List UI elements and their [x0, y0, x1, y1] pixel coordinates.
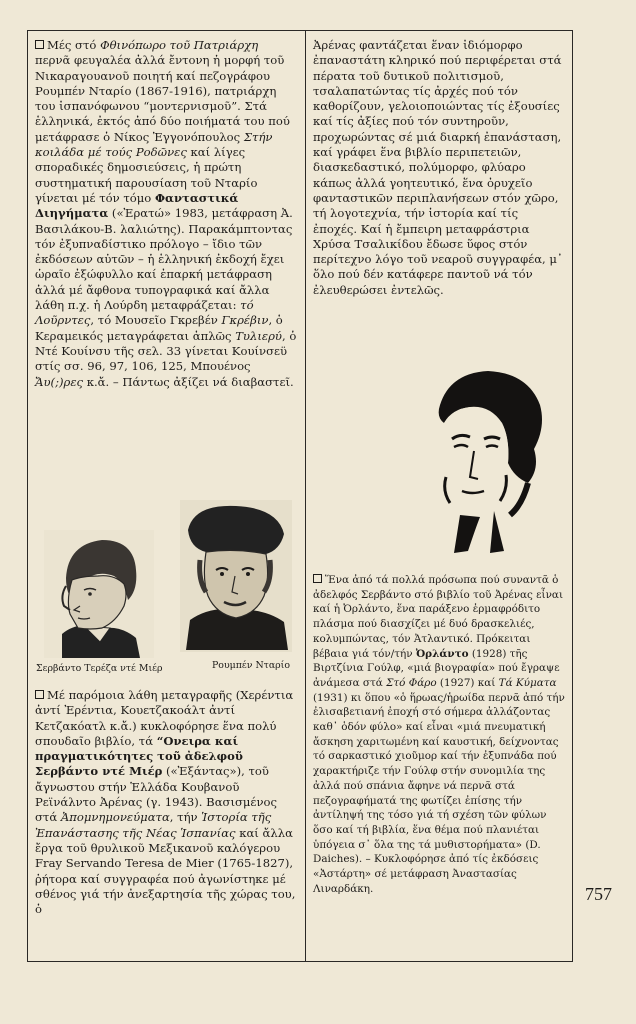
text-run: κ.ἄ. – Πάντως ἀξίζει νά διαβαστεῖ. — [83, 374, 294, 389]
italic-run: Ἱστορία τῆς Ἐπανάστασης τῆς Νέας Ἱσπανίας — [35, 810, 272, 840]
book-title-bold: Ὀρλάντο — [415, 647, 469, 660]
text-run: (1931) κι ὅπου «ὁ ἥρωας/ἡρωίδα περνᾶ ἀπό τήν ἐλισαβετιανή ἐποχή στό σήμερα ἀλλάζοντας καθ᾽ ὁδόν φύλο» καί εἶναι «μιά πνευματική ἄσκηση χαριτωμένη καί καυστική, δείχνοντας τό σαρκαστικό χιοῦμορ καί τήν ἐξυπνάδα πού χαρακτήριζε τήν Γούλφ στήν συνομιλία της ἀλλά πού σπάνια ἄφηνε νά περνᾶ στά πεζογραφήματά της φωτίζει ἐπίσης τήν ἀντίληψή της τόσο γιά τή σχέση τῶν φύλων ὅσο καί τή βιβλία, ἕνα θέμα πού πλανιέται ὑπόγεια σ᾽ ὅλα της τά μυθιστορήματα» (D. Daiches). – Κυκλοφόρησε ἀπό τίς ἐκδόσεις «Ἀστάρτη» σέ μετάφραση Ἀναστασίας Λιναρδάκη. — [313, 691, 565, 895]
text-run: Μές στό — [47, 38, 101, 52]
italic-run: Γκρέβιν — [221, 313, 269, 328]
review-woolf — [313, 573, 565, 896]
text-run: («Ἐρατώ» 1983, μετάφραση Ἀ. Βασιλάκου-Β. λαλιώτης). Παρακάμπτοντας τόν ἐξυπναδίστικο πρόλογο – ἴδιο τῶν ἐκδόσεων αὐτῶν – ἡ ἑλληνική ἐκδοχή ἔχει ὡραῖο ἐξώφυλλο καί ἐπαρκή μετάφραση ἀλλά μέ ἄφθονα τυπογραφικά καί ἄλλα λάθη π.χ. ἡ Λούρδη μεταφράζεται: — [35, 206, 293, 313]
dario-portrait-image — [180, 500, 292, 652]
text-run: καί λίγες σποραδικές δημοσιεύσεις, ἡ πρώτη συστηματική παρουσίαση τοῦ Νταρίο γίνεται μέ τόν τόμο — [35, 145, 258, 205]
caption-servando: Σερβάντο Τερέζα ντέ Μιέρ — [36, 663, 163, 674]
italic-run: Τυλιερύ — [235, 328, 282, 343]
review-woolf-text — [313, 573, 565, 896]
text-run: , ὁ Ντέ Κουίνσυ τῆς σελ. 33 γίνεται Κουίνσεϋ στίς σσ. 96, 97, 106, 125, Μπουένος — [35, 328, 297, 374]
text-run: Ἕνα ἀπό τά πολλά πρόσωπα πού συναντᾶ ὁ ἀδελφός Σερβάντο στό βιβλίο τοῦ Ἀρένας εἶναι καί ἡ Ὀρλάντο, ἕνα παράξενο ἑρμαφρόδιτο πλάσμα πού διασχίζει μέ δυό δρασκελιές, κολυμπώντας, τόν Ἀτλαντικό. Πρόκειται βέβαια γιά τόν/τήν — [313, 574, 564, 660]
italic-run: Ἀπομνημονεύματα — [60, 810, 170, 825]
page-number: 757 — [585, 884, 612, 904]
italic-run: τό Λοῦρντες — [35, 298, 254, 328]
text-run: («Ἐξάντας»), τοῦ ἄγνωστου στήν Ἑλλάδα Κουβανοῦ Ρεϊνάλντο Ἀρένας (γ. 1943). Βασισμένος στά — [35, 764, 277, 825]
review-arenas-text — [35, 688, 297, 917]
review-arenas-continued-text: Ἀρένας φαντάζεται ἕναν ἰδιόμορφο ἐπαναστάτη κληρικό πού περιφέρεται στά πέρατα τοῦ δυτικοῦ πολιτισμοῦ, τσαλαπατώντας τίς ἀρχές πού τόν καθορίζουν, γελοιοποιώντας τίς ἐξουσίες καί τίς ἀξίες πού τόν συντηροῦν, προχωρώντας σέ μιά διαρκή ἐπανάσταση, καί γράφει ἕνα βιβλίο περιπετειῶν, διασκεδαστικό, πολύμορφο, φλύαρο κάπως ἀλλά γοητευτικό, ἕνα ὀρυχεῖο φανταστικῶν περιπλανήσεων στόν χῶρο, τή λογοτεχνία, τήν ἱστορία καί τίς ἐποχές. Καί ἡ ἔμπειρη μεταφράστρια Χρύσα Τσαλικίδου ἔδωσε ὕφος στόν περίτεχνο λόγο τοῦ νεαροῦ συγγραφέα, μ᾽ ὅλο πού δέν κατάφερε παντοῦ νά τόν ἐλευθερώσει ἐντελῶς. — [313, 38, 563, 297]
bullet-square-icon — [35, 40, 44, 49]
servando-portrait-image — [44, 530, 154, 658]
review-arenas — [35, 688, 297, 917]
text-run: περνᾶ φευγαλέα ἀλλά ἔντονη ἡ μορφή τοῦ Νικαραγουανοῦ ποιητή καί πεζογράφου Ρουμπέν Νταρίο (1867-1916), πατριάρχη του ἱσπανόφωνου “μοντερνισμοῦ”. Στά ἑλληνικά, ἐκτός ἀπό δύο ποιήματά του πού μετάφρασε ὁ Νίκος Ἐγγονόπουλος — [35, 53, 290, 144]
book-title-bold: “Ονειρα καί πραγματικότητες τοῦ ἀδελφοῦ Σερβάντο ντέ Μιέρ — [35, 733, 243, 779]
text-run: Μέ παρόμοια λάθη μεταγραφῆς (Χερέντια ἀντί Ἐρέντια, Κουετζακοάλτ ἀντί Κετζακόατλ κ.ἄ.) κυκλοφόρησε ἕνα πολύ σπουδαῖο βιβλίο, τά — [35, 688, 294, 748]
text-run: καί ἄλλα ἔργα τοῦ θρυλικοῦ Μεξικανοῦ καλόγερου Fray Servando Teresa de Mier (1765-1827), ῥήτορα καί συγγραφέα πού ἀγωνίστηκε μέ σθένος γιά τήν ἀνεξαρτησία τῆς χώρας του, ὁ — [35, 825, 296, 917]
caption-dario: Ρουμπέν Νταρίο — [212, 660, 290, 671]
book-title: Στήν κοιλάδα μέ τούς Ροδῶνες — [35, 129, 273, 160]
text-run: (1928) τῆς Βιρτζίνια Γούλφ, «μιά βιογραφία» πού ἔγραψε ἀνάμεσα στά — [313, 647, 560, 689]
bullet-square-icon — [35, 690, 44, 699]
text-run: (1927) καί — [436, 676, 499, 689]
review-arenas-continued — [313, 38, 565, 298]
text-run: , τό Μουσεῖο Γκρεβέν — [90, 313, 222, 328]
text-run: , ὁ Κεραμεικός μεταγράφεται ἁπλῶς — [35, 313, 283, 343]
book-title: Φθινόπωρο τοῦ Πατριάρχη — [100, 38, 259, 52]
column-divider — [305, 30, 306, 962]
review-dario — [35, 38, 297, 390]
review-dario-text — [35, 38, 297, 390]
italic-run: Τά Κύματα — [498, 676, 557, 689]
bullet-square-icon — [313, 574, 322, 583]
book-title-bold: Φανταστικά Διηγήματα — [35, 190, 239, 221]
italic-run: Στό Φάρο — [386, 676, 437, 689]
woolf-portrait-image — [410, 365, 546, 555]
text-run: , τήν — [169, 810, 202, 825]
italic-run: Ἄυ(;)ρες — [35, 374, 84, 389]
